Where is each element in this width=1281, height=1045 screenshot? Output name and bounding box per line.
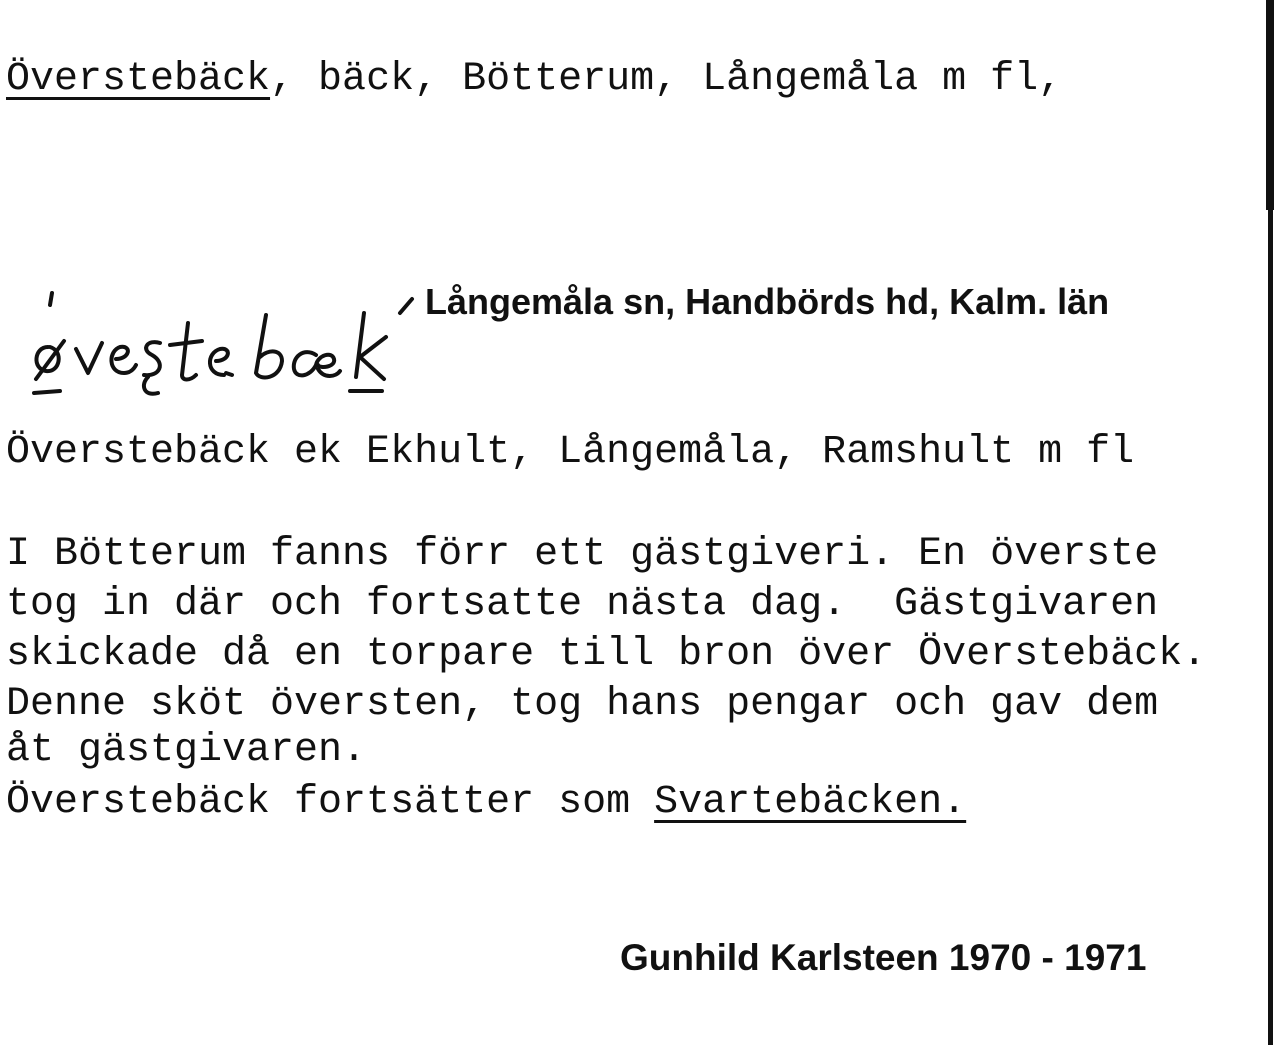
continuation-prefix: Överstebäck fortsätter som [6, 780, 655, 825]
headline-name: Överstebäck [6, 57, 271, 102]
story-line-5: åt gästgivaren. [6, 728, 367, 773]
collector-stamp: Gunhild Karlsteen 1970 - 1971 [620, 937, 1147, 978]
story-line-4: Denne sköt översten, tog hans pengar och gav dem [6, 682, 1159, 727]
story-line-2: tog in där och fortsatte nästa dag. Gästgivaren [6, 582, 1159, 627]
story-line-1: I Bötterum fanns förr ett gästgiveri. En överste [6, 532, 1159, 577]
handwritten-phonetic-form [20, 285, 440, 405]
story-line-3: skickade då en torpare till bron över Överstebäck. [6, 632, 1207, 677]
headline-line [6, 55, 1062, 105]
card-right-edge-thick [1266, 0, 1274, 210]
headline-rest: , bäck, Bötterum, Långemåla m fl, [270, 57, 1063, 102]
continuation-line [6, 778, 966, 828]
variant-line: Överstebäck ek Ekhult, Långemåla, Ramshult m fl [6, 430, 1135, 475]
parish-stamp: Långemåla sn, Handbörds hd, Kalm. län [425, 281, 1110, 322]
continuation-name: Svartebäcken. [654, 780, 967, 825]
